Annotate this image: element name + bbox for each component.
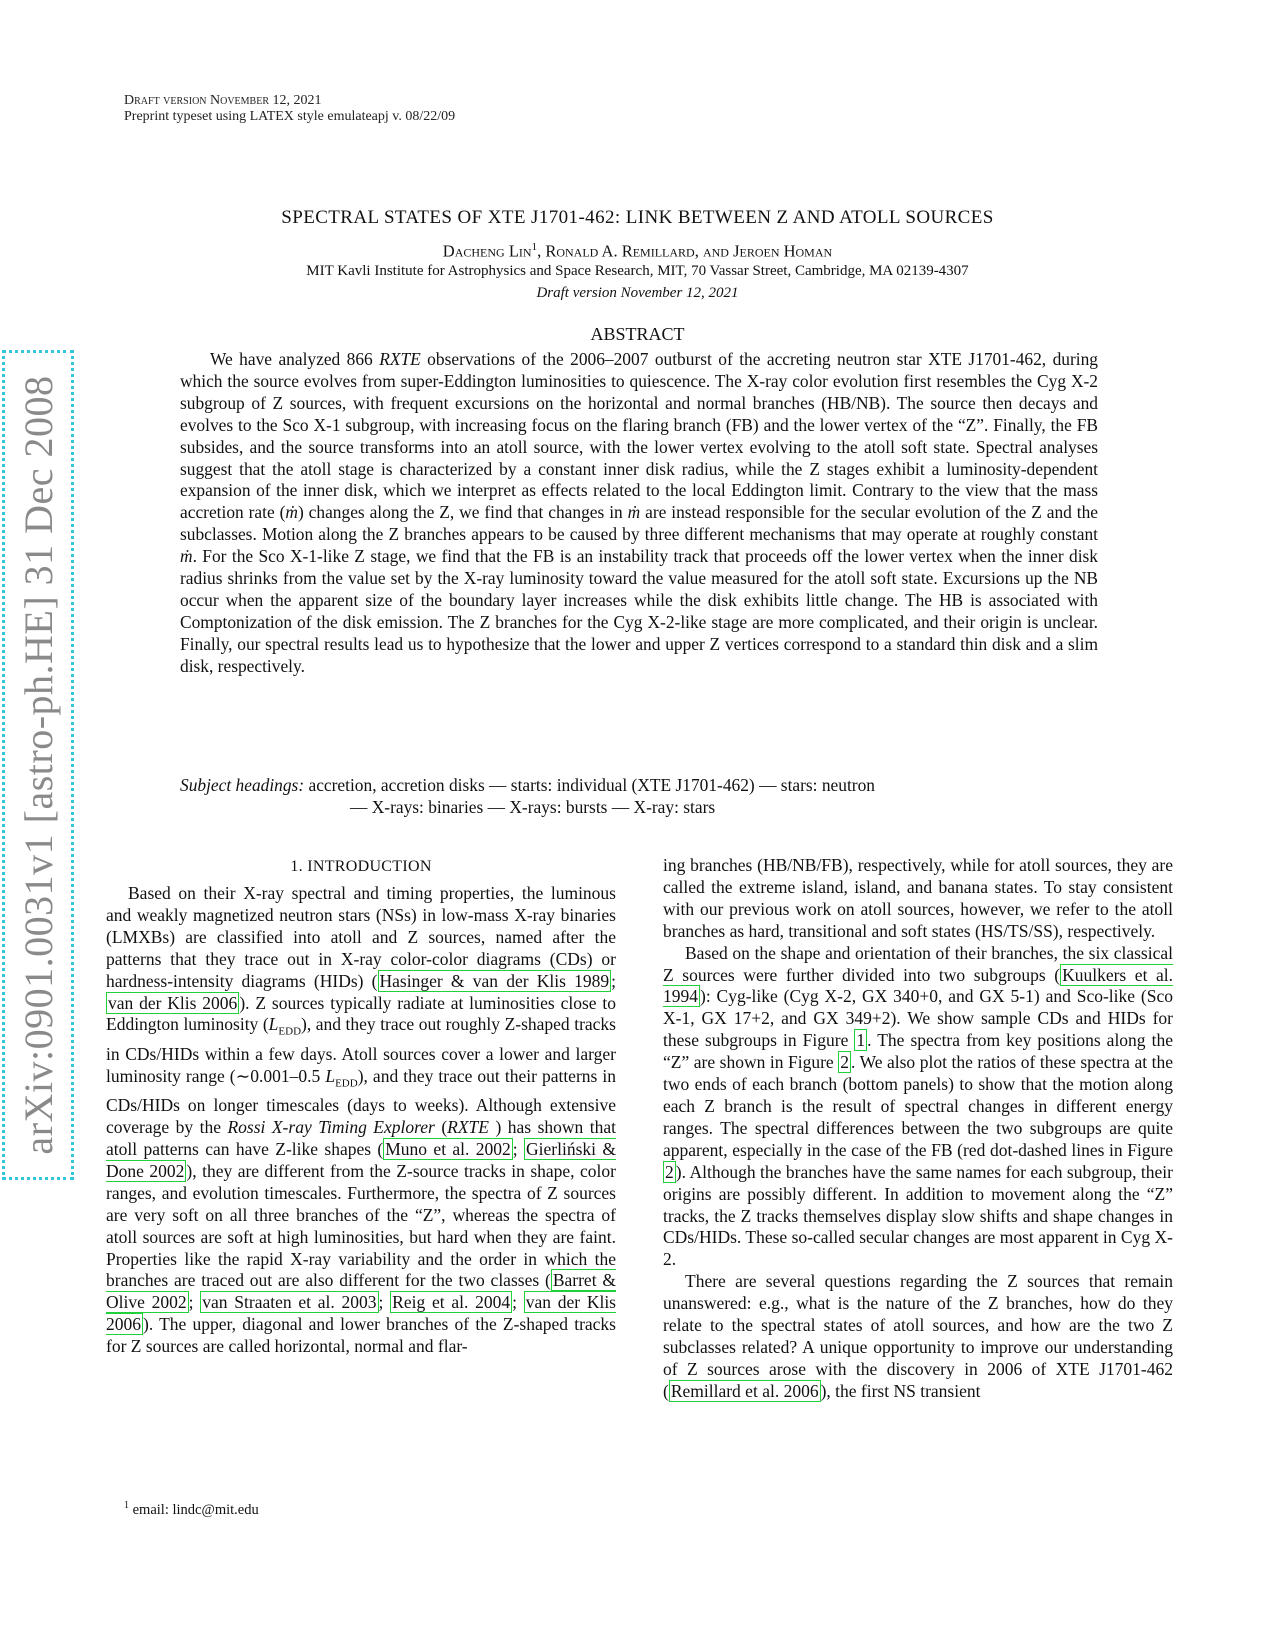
citation-link[interactable]: Remillard et al. 2006: [670, 1380, 819, 1401]
citation-link[interactable]: Barret & Olive 2002: [106, 1270, 617, 1313]
citation-link[interactable]: van der Klis 2006: [106, 1292, 616, 1335]
abstract-heading: ABSTRACT: [590, 324, 685, 344]
author-name: Dacheng Lin: [442, 241, 532, 261]
draft-version-header: Draft version November 12, 2021: [124, 93, 322, 108]
abstract-body: We have analyzed 866 RXTE observations of the 2006–2007 outburst of the accreting neutron star XTE J1701-462, during which the source evolves from super-Eddington luminosities to quiescence. The X-ray color evolution first resembles the Cyg X-2 subgroup of Z sources, with frequent excursions on the horizontal and normal branches (HB/NB). The source then decays and evolves to the Sco X-1 subgroup, with increasing focus on the flaring branch (FB) and the lower vertex of the “Z”. Finally, the FB subsides, and the source transforms into an atoll source, with the lower vertex evolving to the atoll soft state. Spectral analyses suggest that the atoll stage is characterized by a constant inner disk radius, while the Z stages exhibit a luminosity-dependent expansion of the inner disk, which we interpret as effects related to the local Eddington limit. Contrary to the view that the mass accretion rate (ṁ) changes along the Z, we find that changes in ṁ are instead responsible for the secular evolution of the Z and the subclasses. Motion along the Z branches appears to be caused by three different mechanisms that may operate at roughly constant ṁ. For the Sco X-1-like Z stage, we find that the FB is an instability track that proceeds off the lower vertex when the inner disk radius shrinks from the value set by the X-ray luminosity toward the value measured for the atoll soft state. Excursions up the NB occur when the apparent size of the boundary layer increases while the disk exhibits little change. The HB is associated with Comptonization of the disk emission. The Z branches for the Cyg X-2-like stage are more complicated, and their origin is unclear. Finally, our spectral results lead us to hypothesize that the lower and upper Z vertices correspond to a standard thin disk and a slim disk, respectively.: [180, 349, 1098, 676]
figure-link[interactable]: 2: [665, 1161, 674, 1182]
citation-link[interactable]: van der Klis 2006: [108, 992, 238, 1013]
citation-link[interactable]: Muno et al. 2002: [385, 1138, 511, 1159]
right-column-text: ing branches (HB/NB/FB), respectively, while for atoll sources, they are called the extreme island, island, and banana states. To stay consistent with our previous work on atoll sources, however, we refer to the atoll branches as hard, transitional and soft states (HS/TS/SS), respectively. Based on the shape and orientation of their branches, the six classical Z sources were further divided into two subgroups ( Kuulkers et al. 1994 ): Cyg-like (Cyg X-2, GX 340+0, and GX 5-1) and Sco-like (Sco X-1, GX 17+2, and GX 349+2). We show sample CDs and HIDs for these subgroups in Figure 1 . The spectra from key positions along the “Z” are shown in Figure 2 . We also plot the ratios of these spectra at the two ends of each branch (bottom panels) to show that the motion along each Z branch is the result of spectral changes in different energy ranges. The spectral differences between the two subgroups are quite apparent, especially in the case of the FB (red dot-dashed lines in Figure 2 ). Although the branches have the same names for each subgroup, their origins are possibly different. In addition to movement along the “Z” tracks, the Z tracks themselves display slow shifts and shape changes in CDs/HIDs. These so-called secular changes are most apparent in Cyg X-2. There are several questions regarding the Z sources that remain unanswered: e.g., what is the nature of the Z branches, how do they relate to the spectral states of atoll sources, and how are the two Z subclasses related? A unique opportunity to improve our understanding of Z sources arose with the discovery in 2006 of XTE J1701-462 ( Remillard et al. 2006 ), the first NS transient: [663, 855, 1174, 1401]
left-column-text: Based on their X-ray spectral and timing properties, the luminous and weakly magnetized neutron stars (NSs) in low-mass X-ray binaries (LMXBs) are classified into atoll and Z sources, named after the patterns that they trace out in X-ray color-color diagrams (CDs) or hardness-intensity diagrams (HIDs) ( Hasinger & van der Klis 1989 ; van der Klis 2006 ). Z sources typically radiate at luminosities close to Eddington luminosity $(L_{EDD})$, and they trace out roughly Z-shaped tracks in CDs/HIDs within a few days. Atoll sources cover a lower and larger luminosity range (∼0.001–0.5 $L_{EDD}$), and they trace out their patterns in CDs/HIDs on longer timescales (days to weeks). Although extensive coverage by the Rossi X-ray Timing Explorer (RXTE ) has shown that atoll patterns can have Z-like shapes ( Muno et al. 2002 ; Gierliński & Done 2002 ), they are different from the Z-source tracks in shape, color ranges, and evolution timescales. Furthermore, the spectra of Z sources are very soft on all three branches of the “Z”, whereas the spectra of atoll sources are soft at high luminosities, but hard when they are faint. Properties like the rapid X-ray variability and the order in which the branches are traced out are also different for the two classes ( Barret & Olive 2002 ; van Straaten et al. 2003 ; Reig et al. 2004 ; van der Klis 2006 ). The upper, diagonal and lower branches of the Z-shaped tracks for Z sources are called horizontal, normal and flar-: [106, 883, 617, 1357]
footnote: $^1$ email: lindc@mit.edu: [124, 1500, 259, 1518]
subject-headings: Subject headings: accretion, accretion disks — starts: individual (XTE J1701-462) — stars: neutron — X-rays: binaries — X-rays: bursts — X-ray: stars: [180, 775, 875, 817]
citation-link[interactable]: Hasinger & van der Klis 1989: [379, 970, 610, 991]
figure-link[interactable]: 1: [856, 1030, 866, 1051]
subject-headings-label: Subject headings:: [180, 775, 305, 795]
preprint-header: Preprint typeset using LATEX style emulateapj v. 08/22/09: [124, 109, 456, 124]
citation-link[interactable]: Gierliński & Done 2002: [106, 1138, 616, 1181]
arxiv-side-stamp: arXiv:0901.0031v1 [astro-ph.HE] 31 Dec 2008: [2, 350, 74, 1180]
citation-link[interactable]: van Straaten et al. 2003: [202, 1292, 377, 1313]
section-heading-introduction: 1. INTRODUCTION: [290, 858, 432, 875]
citation-link[interactable]: Kuulkers et al. 1994: [663, 964, 1174, 1007]
paper-title: SPECTRAL STATES OF XTE J1701-462: LINK BETWEEN Z AND ATOLL SOURCES: [281, 207, 994, 228]
footnote-mark: 1: [531, 241, 538, 253]
author-list: [0, 241, 1275, 262]
figure-link[interactable]: 2: [840, 1052, 849, 1073]
author-names-rest: , Ronald A. Remillard, and Jeroen Homan: [537, 241, 833, 261]
citation-link[interactable]: Reig et al. 2004: [392, 1292, 511, 1313]
affiliation: MIT Kavli Institute for Astrophysics and Space Research, MIT, 70 Vassar Street, Cambridge, MA 02139-4307: [306, 263, 969, 279]
draft-date: Draft version November 12, 2021: [536, 285, 739, 301]
